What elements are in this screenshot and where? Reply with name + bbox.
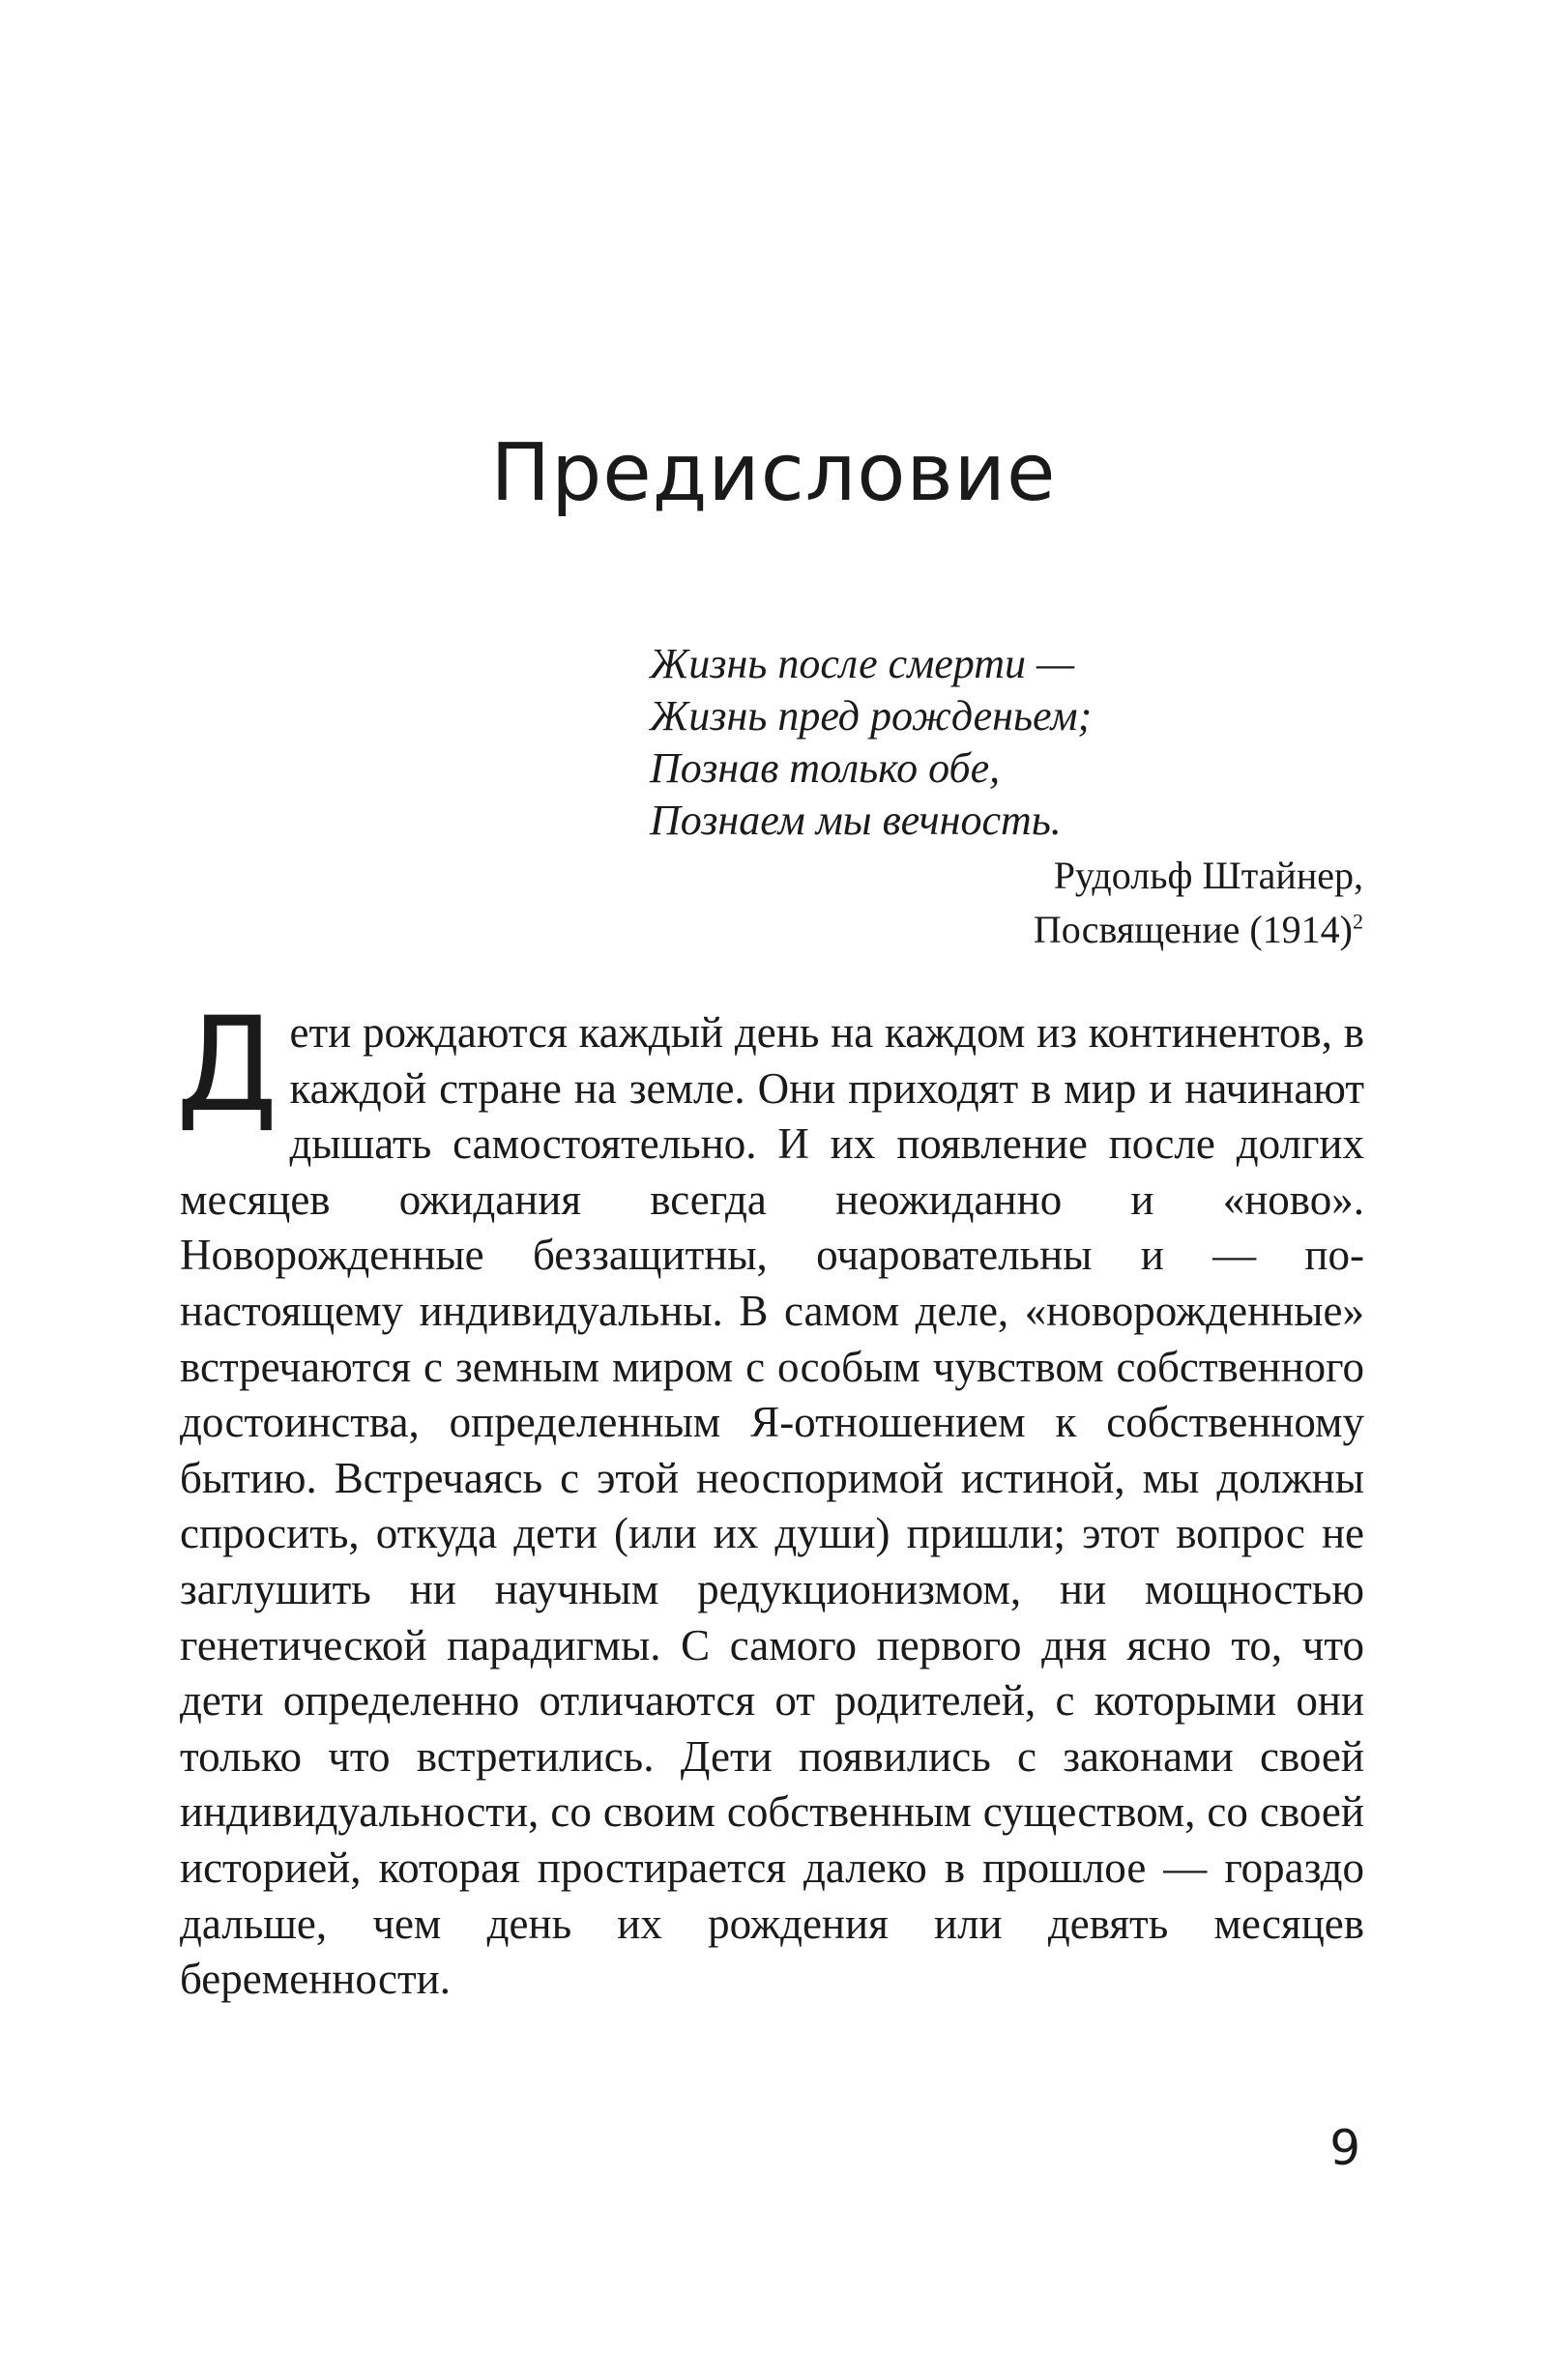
epigraph-line: Познав только обе, (650, 744, 1001, 792)
paragraph-text: ети рождаются каждый день на каждом из континентов, в каждой стране на земле. Они приходят в мир и начинают дышать самостоятельно. И их появление после долгих месяцев ожидания всегда неожиданно и «ново». Новорожденные беззащитны, очаровательны и — по-настоящему индивидуальны. В самом деле, «новорожденные» встречаются с земным миром с особым чувством собственного достоинства, определенным Я-отношением к собственному бытию. Встречаясь с этой неоспоримой истиной, мы должны спросить, откуда дети (или их души) пришли; этот вопрос не заглушить ни научным редукционизмом, ни мощностью генетической парадигмы. С самого первого дня ясно то, что дети определенно отличаются от родителей, с которыми они только что встретились. Дети появились с законами своей индивидуальности, со своим собственным существом, со своей историей, которая простирается далеко в прошлое — гораздо дальше, чем день их рождения или девять месяцев беременности. (180, 1008, 1364, 2004)
footnote-reference: 2 (1353, 909, 1363, 934)
epigraph-line: Жизнь пред рожденьем; (650, 692, 1093, 740)
epigraph-source: Посвящение (1914) (1033, 908, 1353, 951)
page-number: 9 (1329, 2120, 1360, 2176)
epigraph-author: Рудольф Штайнер, (1053, 854, 1363, 897)
drop-cap: Д (176, 989, 278, 1141)
epigraph-source-line (650, 903, 1363, 957)
epigraph (650, 638, 1363, 957)
body-paragraph (176, 989, 1364, 2008)
epigraph-line: Жизнь после смерти — (650, 640, 1075, 687)
epigraph-line: Познаем мы вечность. (650, 797, 1062, 844)
chapter-title: Предисловие (490, 427, 1057, 519)
